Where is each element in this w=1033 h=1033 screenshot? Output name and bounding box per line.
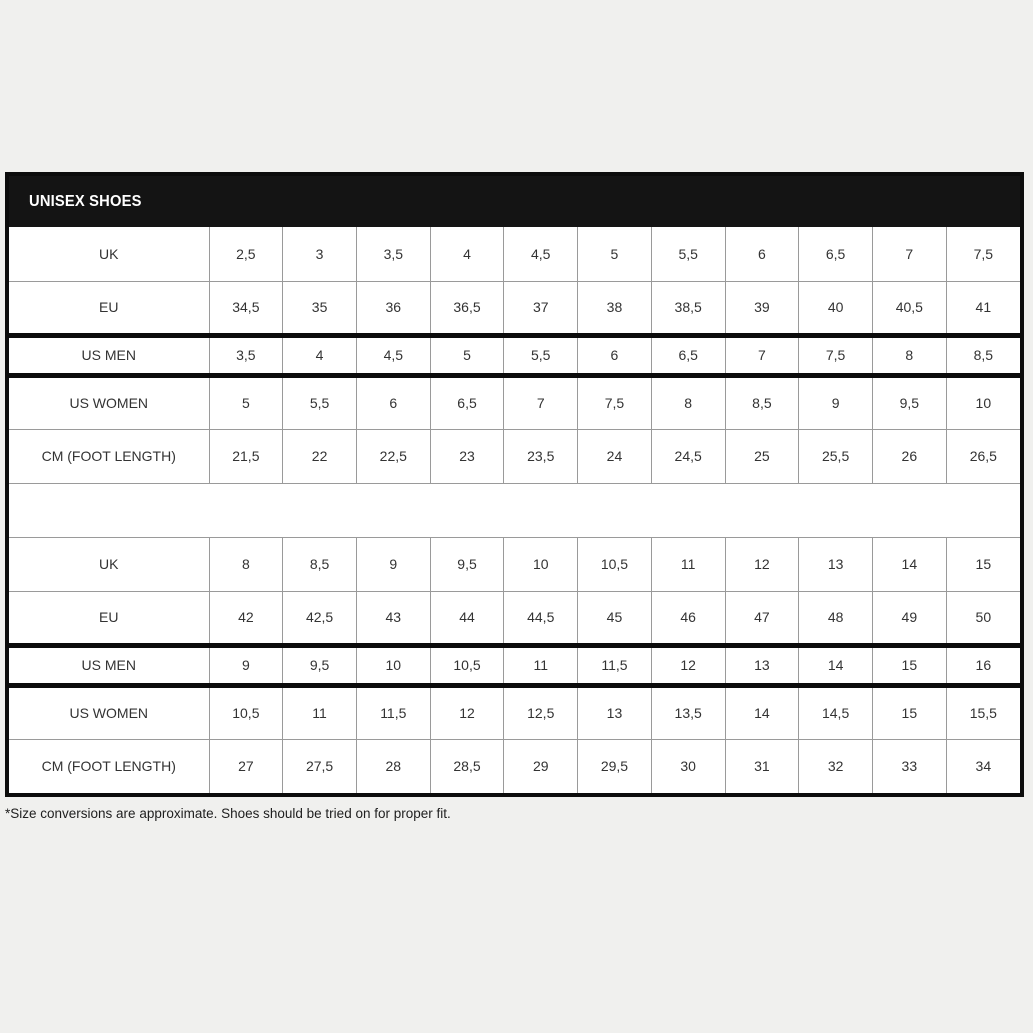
size-conversion-table [9, 227, 1020, 793]
size-cell: 27,5 [283, 739, 357, 793]
table-row [9, 375, 1020, 429]
size-cell: 12 [430, 685, 504, 739]
table-row [9, 537, 1020, 591]
size-cell: 34 [946, 739, 1020, 793]
size-chart-title: UNISEX SHOES [29, 192, 142, 210]
size-cell: 13 [578, 685, 652, 739]
size-cell: 9,5 [872, 375, 946, 429]
size-cell: 34,5 [209, 281, 283, 335]
size-cell: 48 [799, 591, 873, 645]
size-cell: 8 [872, 335, 946, 375]
size-cell: 9 [356, 537, 430, 591]
size-cell: 8,5 [946, 335, 1020, 375]
size-cell: 24 [578, 429, 652, 483]
size-cell: 5 [578, 227, 652, 281]
section-gap-row [9, 483, 1020, 537]
row-label: US MEN [9, 645, 209, 685]
size-cell: 46 [651, 591, 725, 645]
size-cell: 44 [430, 591, 504, 645]
size-cell: 23 [430, 429, 504, 483]
size-cell: 9,5 [283, 645, 357, 685]
size-cell: 10,5 [578, 537, 652, 591]
size-cell: 32 [799, 739, 873, 793]
size-cell: 39 [725, 281, 799, 335]
size-cell: 28,5 [430, 739, 504, 793]
size-cell: 50 [946, 591, 1020, 645]
size-cell: 7 [725, 335, 799, 375]
row-label: UK [9, 227, 209, 281]
size-cell: 13,5 [651, 685, 725, 739]
size-cell: 16 [946, 645, 1020, 685]
size-cell: 10,5 [430, 645, 504, 685]
size-cell: 29,5 [578, 739, 652, 793]
size-cell: 38,5 [651, 281, 725, 335]
size-cell: 40,5 [872, 281, 946, 335]
size-cell: 15,5 [946, 685, 1020, 739]
size-cell: 36 [356, 281, 430, 335]
size-cell: 33 [872, 739, 946, 793]
table-row [9, 429, 1020, 483]
size-cell: 9 [799, 375, 873, 429]
size-cell: 14 [799, 645, 873, 685]
row-label: CM (FOOT LENGTH) [9, 429, 209, 483]
size-cell: 36,5 [430, 281, 504, 335]
size-cell: 43 [356, 591, 430, 645]
size-cell: 45 [578, 591, 652, 645]
size-cell: 41 [946, 281, 1020, 335]
size-cell: 8,5 [725, 375, 799, 429]
size-cell: 25,5 [799, 429, 873, 483]
size-cell: 30 [651, 739, 725, 793]
size-cell: 12 [725, 537, 799, 591]
size-cell: 7 [872, 227, 946, 281]
size-cell: 3,5 [356, 227, 430, 281]
size-cell: 8 [209, 537, 283, 591]
size-cell: 13 [799, 537, 873, 591]
size-cell: 28 [356, 739, 430, 793]
table-row [9, 645, 1020, 685]
size-cell: 21,5 [209, 429, 283, 483]
size-cell: 11 [504, 645, 578, 685]
row-label: US WOMEN [9, 685, 209, 739]
size-cell: 6 [725, 227, 799, 281]
row-label: US MEN [9, 335, 209, 375]
table-row [9, 591, 1020, 645]
size-cell: 26 [872, 429, 946, 483]
size-cell: 13 [725, 645, 799, 685]
row-label: UK [9, 537, 209, 591]
size-cell: 3 [283, 227, 357, 281]
size-cell: 5 [430, 335, 504, 375]
size-cell: 42 [209, 591, 283, 645]
size-cell: 42,5 [283, 591, 357, 645]
size-cell: 4,5 [356, 335, 430, 375]
row-label: CM (FOOT LENGTH) [9, 739, 209, 793]
size-cell: 12 [651, 645, 725, 685]
size-cell: 4 [430, 227, 504, 281]
size-cell: 15 [872, 685, 946, 739]
size-chart-panel [5, 172, 1024, 797]
size-cell: 22,5 [356, 429, 430, 483]
size-cell: 8,5 [283, 537, 357, 591]
size-cell: 5,5 [504, 335, 578, 375]
size-cell: 26,5 [946, 429, 1020, 483]
size-cell: 9,5 [430, 537, 504, 591]
size-cell: 10,5 [209, 685, 283, 739]
size-cell: 14 [872, 537, 946, 591]
size-cell: 15 [872, 645, 946, 685]
size-cell: 35 [283, 281, 357, 335]
size-cell: 12,5 [504, 685, 578, 739]
size-cell: 6,5 [430, 375, 504, 429]
size-cell: 9 [209, 645, 283, 685]
size-chart-header [9, 176, 1020, 227]
size-cell: 5,5 [283, 375, 357, 429]
size-cell: 24,5 [651, 429, 725, 483]
size-cell: 5 [209, 375, 283, 429]
size-cell: 11,5 [356, 685, 430, 739]
table-row [9, 685, 1020, 739]
table-row [9, 739, 1020, 793]
size-cell: 6,5 [799, 227, 873, 281]
row-label: US WOMEN [9, 375, 209, 429]
size-cell: 6,5 [651, 335, 725, 375]
size-cell: 14,5 [799, 685, 873, 739]
size-cell: 11 [283, 685, 357, 739]
size-cell: 4 [283, 335, 357, 375]
size-cell: 6 [356, 375, 430, 429]
size-cell: 37 [504, 281, 578, 335]
size-cell: 31 [725, 739, 799, 793]
size-cell: 29 [504, 739, 578, 793]
size-cell: 44,5 [504, 591, 578, 645]
row-label: EU [9, 281, 209, 335]
size-cell: 47 [725, 591, 799, 645]
size-cell: 8 [651, 375, 725, 429]
size-disclaimer: *Size conversions are approximate. Shoes should be tried on for proper fit. [5, 806, 451, 821]
size-cell: 10 [504, 537, 578, 591]
size-cell: 23,5 [504, 429, 578, 483]
size-cell: 7 [504, 375, 578, 429]
size-cell: 10 [356, 645, 430, 685]
size-cell: 7,5 [578, 375, 652, 429]
table-row [9, 281, 1020, 335]
size-cell: 38 [578, 281, 652, 335]
size-cell: 14 [725, 685, 799, 739]
size-cell: 10 [946, 375, 1020, 429]
table-row [9, 335, 1020, 375]
size-cell: 25 [725, 429, 799, 483]
section-gap-cell [9, 483, 1020, 537]
size-cell: 4,5 [504, 227, 578, 281]
size-cell: 7,5 [946, 227, 1020, 281]
size-cell: 40 [799, 281, 873, 335]
size-cell: 5,5 [651, 227, 725, 281]
size-cell: 11 [651, 537, 725, 591]
table-row [9, 227, 1020, 281]
size-cell: 27 [209, 739, 283, 793]
size-cell: 7,5 [799, 335, 873, 375]
size-cell: 22 [283, 429, 357, 483]
row-label: EU [9, 591, 209, 645]
size-cell: 15 [946, 537, 1020, 591]
size-cell: 6 [578, 335, 652, 375]
size-cell: 49 [872, 591, 946, 645]
size-cell: 2,5 [209, 227, 283, 281]
size-cell: 3,5 [209, 335, 283, 375]
size-cell: 11,5 [578, 645, 652, 685]
